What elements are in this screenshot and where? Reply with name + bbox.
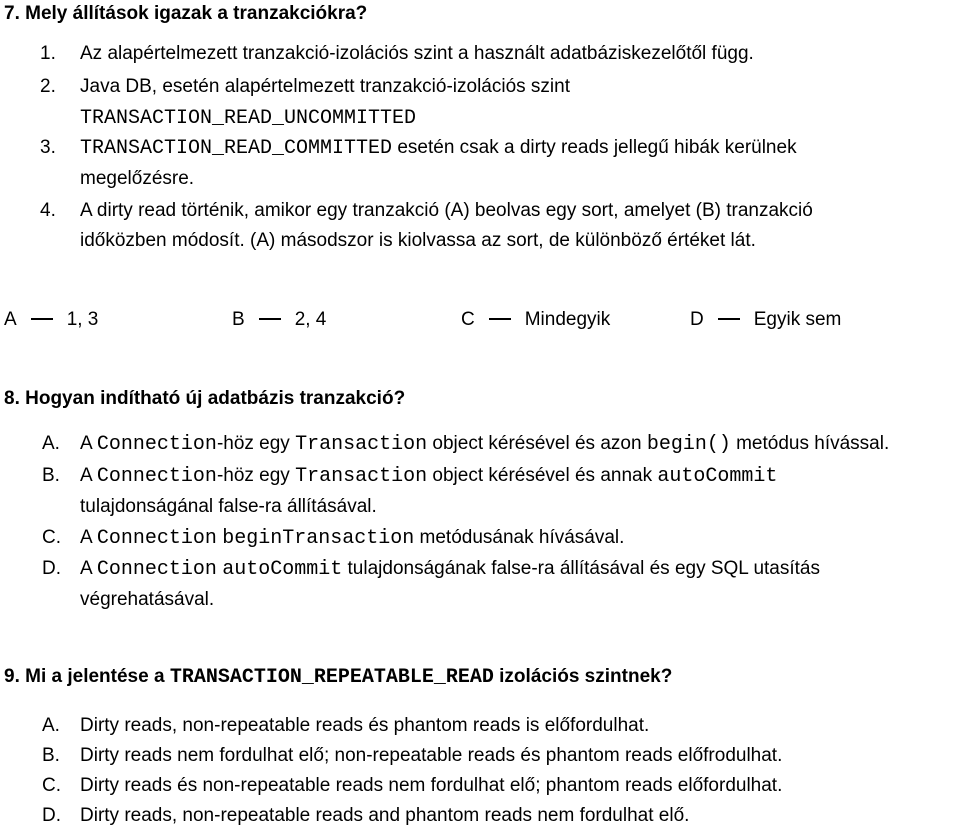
code-text: Connection	[96, 433, 217, 456]
text-segment: Dirty reads nem fordulhat elő; non-repeatable reads és phantom reads előfrodulhat.	[80, 745, 783, 766]
text-segment: tulajdonságának false-ra állításával és egy SQL utasítás	[342, 558, 820, 579]
text-segment: A dirty read történik, amikor egy tranzakció (A) beolvas egy sort, amelyet (B) tranzakció	[80, 200, 813, 221]
code-text: TRANSACTION_READ_COMMITTED	[80, 137, 393, 160]
item-line	[80, 75, 570, 99]
code-text: Connection	[96, 465, 217, 488]
item-line	[80, 774, 782, 798]
code-text: Connection	[96, 558, 217, 581]
code-text: Connection	[96, 527, 217, 550]
dash-icon	[718, 318, 740, 320]
code-text: beginTransaction	[222, 527, 415, 550]
code-text: Transaction	[295, 433, 428, 456]
code-text: autoCommit	[222, 558, 343, 581]
text-segment: Dirty reads, non-repeatable reads and phantom reads nem fordulhat elő.	[80, 805, 690, 826]
item-line	[80, 106, 416, 131]
item-number: A.	[42, 433, 60, 454]
item-line	[80, 167, 194, 191]
item-number: C.	[42, 775, 61, 796]
code-text: begin()	[646, 433, 731, 456]
text-segment: esetén csak a dirty reads jellegű hibák kerülnek	[392, 137, 797, 158]
item-line	[80, 495, 377, 519]
item-number: 3.	[40, 137, 56, 158]
text-segment: 9. Mi a jelentése a	[4, 666, 170, 687]
item-number: 4.	[40, 200, 56, 221]
item-number: 1.	[40, 43, 56, 64]
text-segment: Java DB, esetén alapértelmezett tranzakció-izolációs szint	[80, 76, 571, 97]
item-number: D.	[42, 805, 61, 826]
text-segment: A	[80, 558, 97, 579]
item-line	[80, 42, 754, 66]
answer-letter: D	[690, 309, 704, 330]
item-line	[80, 714, 649, 738]
text-segment: Az alapértelmezett tranzakció-izolációs szint a használt adatbáziskezelőtől függ.	[80, 43, 754, 64]
question-8-title: 8. Hogyan indítható új adatbázis tranzakció?	[4, 388, 406, 409]
text-segment: időközben módosít. (A) másodszor is kiolvassa az sort, de különböző értéket lát.	[80, 230, 756, 251]
answer-letter: A	[4, 309, 17, 330]
text-segment: object kérésével és azon	[427, 433, 647, 454]
item-line	[80, 588, 214, 612]
answer-option-d	[690, 308, 841, 332]
code-text: TRANSACTION_REPEATABLE_READ	[169, 666, 494, 689]
answer-letter: B	[232, 309, 245, 330]
text-segment: végrehatásával.	[80, 589, 215, 610]
text-segment: -höz egy	[216, 433, 296, 454]
text-segment: -höz egy	[216, 465, 296, 486]
item-number: B.	[42, 745, 60, 766]
item-number: D.	[42, 558, 61, 579]
item-number: C.	[42, 527, 61, 548]
text-segment: Dirty reads, non-repeatable reads és phantom reads is előfordulhat.	[80, 715, 650, 736]
code-text: TRANSACTION_READ_UNCOMMITTED	[80, 107, 417, 130]
text-segment: Dirty reads és non-repeatable reads nem fordulhat elő; phantom reads előfordulhat.	[80, 775, 783, 796]
item-line	[80, 526, 624, 551]
text-segment: metódusának hívásával.	[414, 527, 625, 548]
item-number: 2.	[40, 76, 56, 97]
answer-option-c	[461, 308, 610, 332]
text-segment: tulajdonságánal false-ra állításával.	[80, 496, 377, 517]
question-7-title: 7. Mely állítások igazak a tranzakciókra?	[4, 3, 368, 24]
question-9-title	[4, 665, 672, 690]
code-text: autoCommit	[657, 465, 778, 488]
item-line	[80, 432, 889, 457]
answer-text: Mindegyik	[524, 309, 611, 330]
code-text: Transaction	[295, 465, 428, 488]
text-segment: izolációs szintnek?	[493, 666, 673, 687]
answer-option-a	[4, 308, 98, 332]
text-segment: A	[80, 527, 97, 548]
dash-icon	[259, 318, 281, 320]
item-number: B.	[42, 465, 60, 486]
answer-option-b	[232, 308, 326, 332]
item-line	[80, 229, 756, 253]
dash-icon	[31, 318, 53, 320]
text-segment: A	[80, 433, 97, 454]
answer-letter: C	[461, 309, 475, 330]
answer-text: Egyik sem	[753, 309, 842, 330]
text-segment: megelőzésre.	[80, 168, 195, 189]
text-segment: A	[80, 465, 97, 486]
item-line	[80, 464, 777, 489]
text-segment: object kérésével és annak	[427, 465, 658, 486]
item-line	[80, 136, 797, 161]
dash-icon	[489, 318, 511, 320]
item-line	[80, 557, 820, 582]
item-line	[80, 804, 689, 828]
text-segment: metódus hívással.	[730, 433, 890, 454]
item-line	[80, 199, 813, 223]
item-line	[80, 744, 782, 768]
answer-text: 1, 3	[66, 309, 99, 330]
item-number: A.	[42, 715, 60, 736]
answer-text: 2, 4	[294, 309, 327, 330]
